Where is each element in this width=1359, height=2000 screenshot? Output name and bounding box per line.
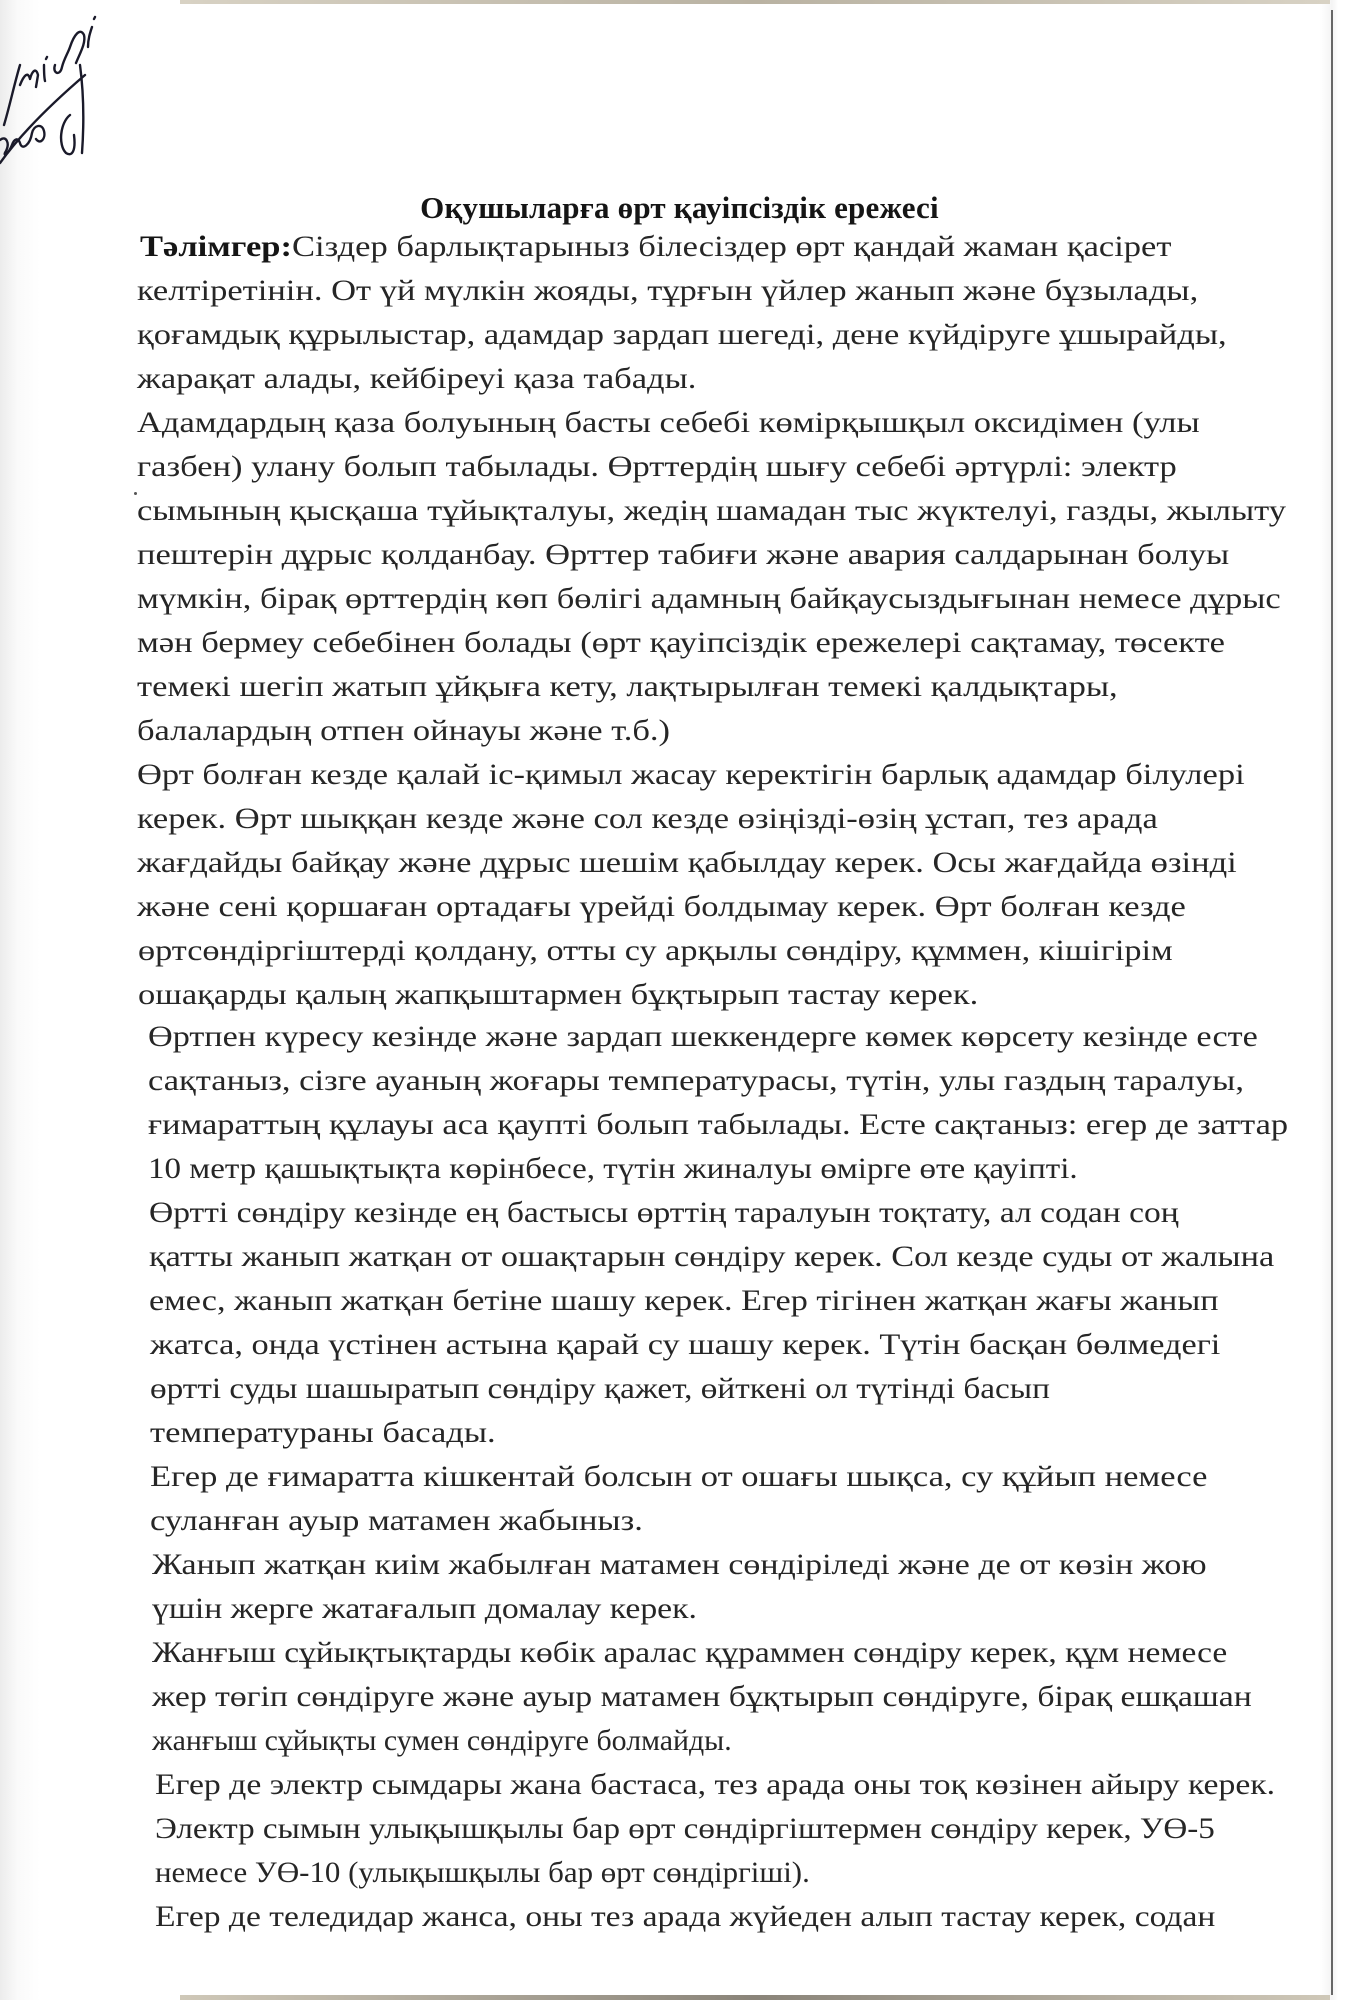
- text-line: Өртті сөндіру кезінде ең бастысы өрттің таралуын тоқтату, ал содан соң: [149, 1196, 1179, 1229]
- scan-edge-top: [180, 0, 1330, 4]
- document-title: Оқушыларға өрт қауіпсіздік ережесі: [420, 190, 939, 225]
- text-line: Жанғыш сұйықтықтарды көбік аралас құраммен сөндіру керек, құм немесе: [152, 1636, 1228, 1669]
- text-line: темекі шегіп жатып ұйқыға кету, лақтырылған темекі қалдықтары,: [137, 670, 1118, 703]
- text-line: Адамдардың қаза болуының басты себебі көмірқышқыл оксидімен (улы: [137, 406, 1200, 439]
- speaker-label: Тәлімгер:: [140, 230, 292, 263]
- text-line: жер төгіп сөндіруге және ауыр матамен бұқтырып сөндіруге, бірақ ешқашан: [152, 1680, 1252, 1713]
- handwritten-signature: [0, 5, 120, 170]
- text-line: газбен) улану болып табылады. Өрттердің шығу себебі әртүрлі: электр: [137, 450, 1177, 483]
- scan-edge-right: [1331, 10, 1333, 1995]
- text-line: Егер де теледидар жанса, оны тез арада жүйеден алып тастау керек, содан: [155, 1900, 1216, 1933]
- scan-edge-bottom: [180, 1995, 1330, 2000]
- text-line: өртсөндіргіштерді қолдану, отты су арқылы сөндіру, құммен, кішігірім: [138, 934, 1173, 967]
- text-line: емес, жанып жатқан бетіне шашу керек. Егер тігінен жатқан жағы жанып: [149, 1284, 1219, 1317]
- text-line: мүмкін, бірақ өрттердің көп бөлігі адамның байқаусыздығынан немесе дұрыс: [137, 582, 1281, 615]
- text-line: Өрт болған кезде қалай іс-қимыл жасау керектігін барлық адамдар білулері: [137, 758, 1245, 791]
- text-line: балалардың отпен ойнауы және т.б.): [137, 714, 671, 747]
- text-line: қатты жанып жатқан от ошақтарын сөндіру керек. Сол кезде суды от жалына: [149, 1240, 1275, 1273]
- text-line: жарақат алады, кейбіреуі қаза табады.: [137, 362, 697, 395]
- text-line: Өртпен күресу кезінде және зардап шеккендерге көмек көрсету кезінде есте: [148, 1020, 1258, 1053]
- text-line: жатса, онда үстінен астына қарай су шашу керек. Түтін басқан бөлмедегі: [150, 1328, 1221, 1361]
- text-line: суланған ауыр матамен жабыныз.: [150, 1504, 643, 1537]
- scan-speck: [134, 492, 137, 495]
- text-line: керек. Өрт шыққан кезде және сол кезде өзіңізді-өзің ұстап, тез арада: [137, 802, 1158, 835]
- text-line: немесе УӨ-10 (улықышқылы бар өрт сөндіргіші).: [155, 1856, 810, 1889]
- text-line: 10 метр қашықтықта көрінбесе, түтін жиналуы өмірге өте қауіпті.: [148, 1152, 1078, 1185]
- text-line: және сені қоршаған ортадағы үрейді болдымау керек. Өрт болған кезде: [137, 890, 1186, 923]
- text-line: Егер де ғимаратта кішкентай болсын от ошағы шықса, су құйып немесе: [150, 1460, 1208, 1493]
- text-line: ғимараттың құлауы аса қаупті болып табылады. Есте сақтаныз: егер де заттар: [148, 1108, 1289, 1141]
- text-line: ошақарды қалың жапқыштармен бұқтырып тастау керек.: [138, 978, 979, 1011]
- text-line: сақтаныз, сізге ауаның жоғары температурасы, түтін, улы газдың таралуы,: [148, 1064, 1244, 1097]
- text-line: өртті суды шашыратып сөндіру қажет, өйткені ол түтінді басып: [150, 1372, 1050, 1405]
- text-line: Егер де электр сымдары жана бастаса, тез арада оны тоқ көзінен айыру керек.: [155, 1768, 1276, 1801]
- text-line: сымының қысқаша тұйықталуы, жедің шамадан тыс жүктелуі, газды, жылыту: [137, 494, 1287, 527]
- text-line: пештерін дұрыс қолданбау. Өрттер табиғи және авария салдарынан болуы: [137, 538, 1230, 571]
- text-line: жанғыш сұйықты сумен сөндіруге болмайды.: [152, 1724, 732, 1757]
- text-line: жағдайды байқау және дұрыс шешім қабылдау керек. Осы жағдайда өзінді: [137, 846, 1237, 879]
- text-line-content: Сіздер барлықтарыныз білесіздер өрт қандай жаман қасірет: [291, 230, 1172, 263]
- text-line: [140, 230, 1171, 264]
- text-line: Электр сымын улықышқылы бар өрт сөндіргіштермен сөндіру керек, УӨ-5: [155, 1812, 1215, 1845]
- text-line: қоғамдық құрылыстар, адамдар зардап шегеді, дене күйдіруге ұшырайды,: [137, 318, 1227, 351]
- text-line: температураны басады.: [150, 1416, 496, 1449]
- text-line: келтіретінін. От үй мүлкін жояды, тұрғын үйлер жанып және бұзылады,: [137, 274, 1199, 307]
- text-line: мән бермеу себебінен болады (өрт қауіпсіздік ережелері сақтамау, төсекте: [137, 626, 1225, 659]
- text-line: Жанып жатқан киім жабылған матамен сөндіріледі және де от көзін жою: [152, 1548, 1207, 1581]
- text-line: үшін жерге жатағалып домалау керек.: [152, 1592, 697, 1625]
